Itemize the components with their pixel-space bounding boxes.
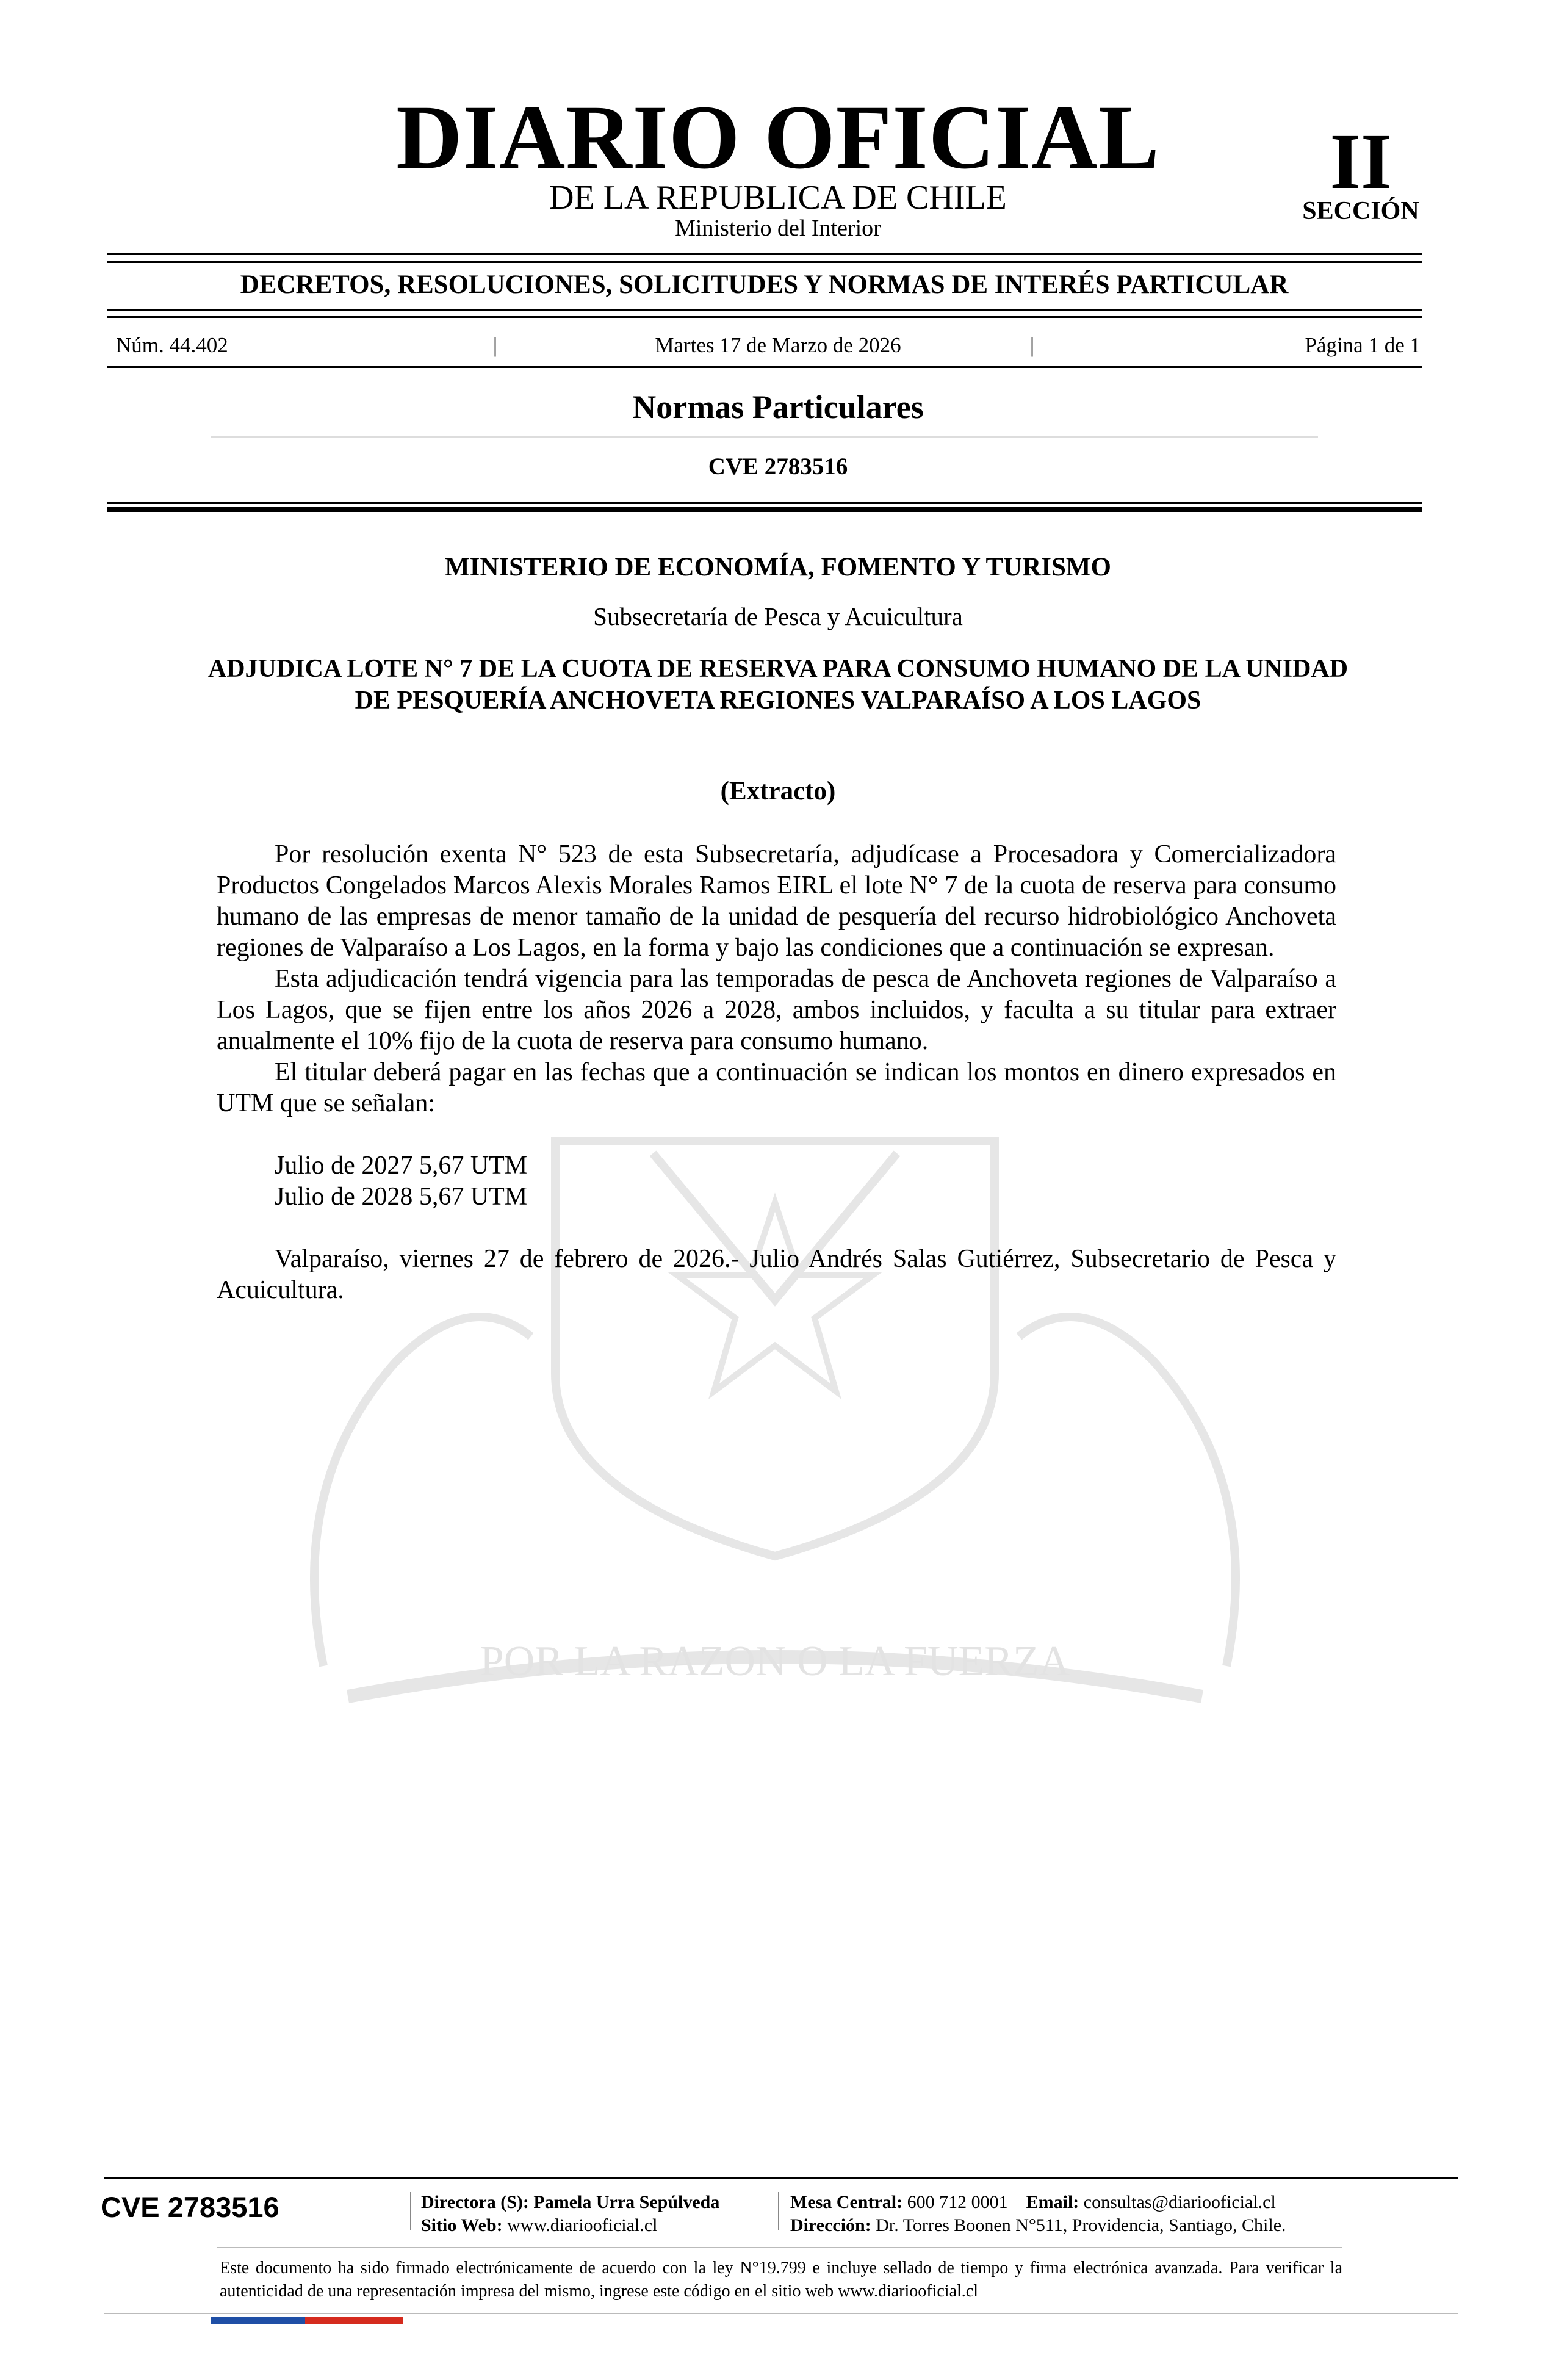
masthead-subtitle: DE LA REPUBLICA DE CHILE <box>549 179 1007 217</box>
rule-banner-1 <box>107 309 1422 311</box>
flag-stripe-blue <box>211 2317 305 2324</box>
footer-divider <box>410 2192 411 2230</box>
cve-code: CVE 2783516 <box>708 453 848 480</box>
footer-rule-top <box>104 2177 1458 2179</box>
rule-category <box>211 436 1318 438</box>
category-heading: Normas Particulares <box>632 389 924 425</box>
footer-contact-left <box>421 2191 719 2237</box>
email-link[interactable]: consultas@diariooficial.cl <box>1083 2192 1276 2212</box>
paragraph: El titular deberá pagar en las fechas que a continuación se indican los montos en dinero expresados en UTM que se señalan: <box>217 1058 1336 1117</box>
footer-authenticity-note: Este documento ha sido firmado electrónicamente de acuerdo con la ley N°19.799 e incluye sellado de tiempo y firma electrónica avanzada. Para verificar la autenticidad de una representación impresa del mismo, ingrese este código en el sitio web www.diariooficial.cl <box>220 2259 1342 2301</box>
footer-contact-right <box>790 2191 1286 2237</box>
issue-number: Núm. 44.402 <box>116 333 228 357</box>
paragraph: Por resolución exenta N° 523 de esta Subsecretaría, adjudícase a Procesadora y Comercializadora Productos Congelados Marcos Alexis Morales Ramos EIRL el lote N° 7 de la cuota de reserva para consumo humano de las empresas de menor tamaño de la unidad de pesquería del recurso hidrobiológico Anchoveta regiones de Valparaíso a Los Lagos, en la forma y bajo las condiciones que a continuación se expresan. <box>217 840 1336 962</box>
payment-item: Julio de 2028 5,67 UTM <box>275 1183 528 1211</box>
document-body <box>217 839 1336 1306</box>
paragraph: Esta adjudicación tendrá vigencia para las temporadas de pesca de Anchoveta regiones de Valparaíso a Los Lagos, que se fijen entre los años 2026 a 2028, ambos incluidos, y faculta a su titular para extraer anualmente el 10% fijo de la cuota de reserva para consumo humano. <box>217 965 1336 1055</box>
payment-item: Julio de 2027 5,67 UTM <box>275 1152 528 1180</box>
issue-date: Martes 17 de Marzo de 2026 <box>655 333 901 357</box>
rule-cve-2 <box>107 507 1422 512</box>
flag-stripe-red <box>305 2317 403 2324</box>
footer-rule-mid <box>217 2247 1342 2248</box>
document-title: ADJUDICA LOTE N° 7 DE LA CUOTA DE RESERVA PARA CONSUMO HUMANO DE LA UNIDAD DE PESQUERÍA ANCHOVETA REGIONES VALPARAÍSO A LOS LAGOS <box>207 655 1349 715</box>
section-banner: DECRETOS, RESOLUCIONES, SOLICITUDES Y NORMAS DE INTERÉS PARTICULAR <box>240 270 1289 299</box>
issue-separator: | <box>493 333 498 357</box>
footer-divider <box>778 2192 779 2230</box>
closing-signature: Valparaíso, viernes 27 de febrero de 2026.- Julio Andrés Salas Gutiérrez, Subsecretario de Pesca y Acuicultura. <box>217 1245 1336 1304</box>
email-label: Email: <box>1026 2192 1079 2212</box>
rule-issue <box>107 366 1422 368</box>
masthead-ministry: Ministerio del Interior <box>675 215 881 241</box>
issue-page: Página 1 de 1 <box>1305 333 1421 357</box>
rule-top-2 <box>107 261 1422 263</box>
footer-cve-code: CVE 2783516 <box>101 2191 279 2223</box>
ministry-heading: MINISTERIO DE ECONOMÍA, FOMENTO Y TURISMO <box>445 553 1111 582</box>
sitio-link[interactable]: www.diariooficial.cl <box>507 2215 658 2235</box>
masthead-title: DIARIO OFICIAL <box>396 87 1160 188</box>
sitio-label: Sitio Web: <box>421 2215 503 2235</box>
subsecretaria: Subsecretaría de Pesca y Acuicultura <box>593 602 963 630</box>
section-label: SECCIÓN <box>1302 197 1419 225</box>
section-number: II <box>1330 118 1392 206</box>
direccion-label: Dirección: <box>790 2215 871 2235</box>
directora-label: Directora (S): <box>421 2192 529 2212</box>
issue-separator: | <box>1030 333 1035 357</box>
direccion-value: Dr. Torres Boonen N°511, Providencia, Santiago, Chile. <box>876 2215 1286 2235</box>
rule-banner-2 <box>107 316 1422 318</box>
rule-top-1 <box>107 253 1422 255</box>
directora-value: Pamela Urra Sepúlveda <box>533 2192 720 2212</box>
mesa-value: 600 712 0001 <box>907 2192 1008 2212</box>
footer-rule-bottom <box>104 2313 1458 2314</box>
watermark-motto: POR LA RAZON O LA FUERZA <box>480 1638 1070 1685</box>
rule-cve-1 <box>107 502 1422 504</box>
mesa-label: Mesa Central: <box>790 2192 903 2212</box>
document-subtitle: (Extracto) <box>720 777 836 806</box>
